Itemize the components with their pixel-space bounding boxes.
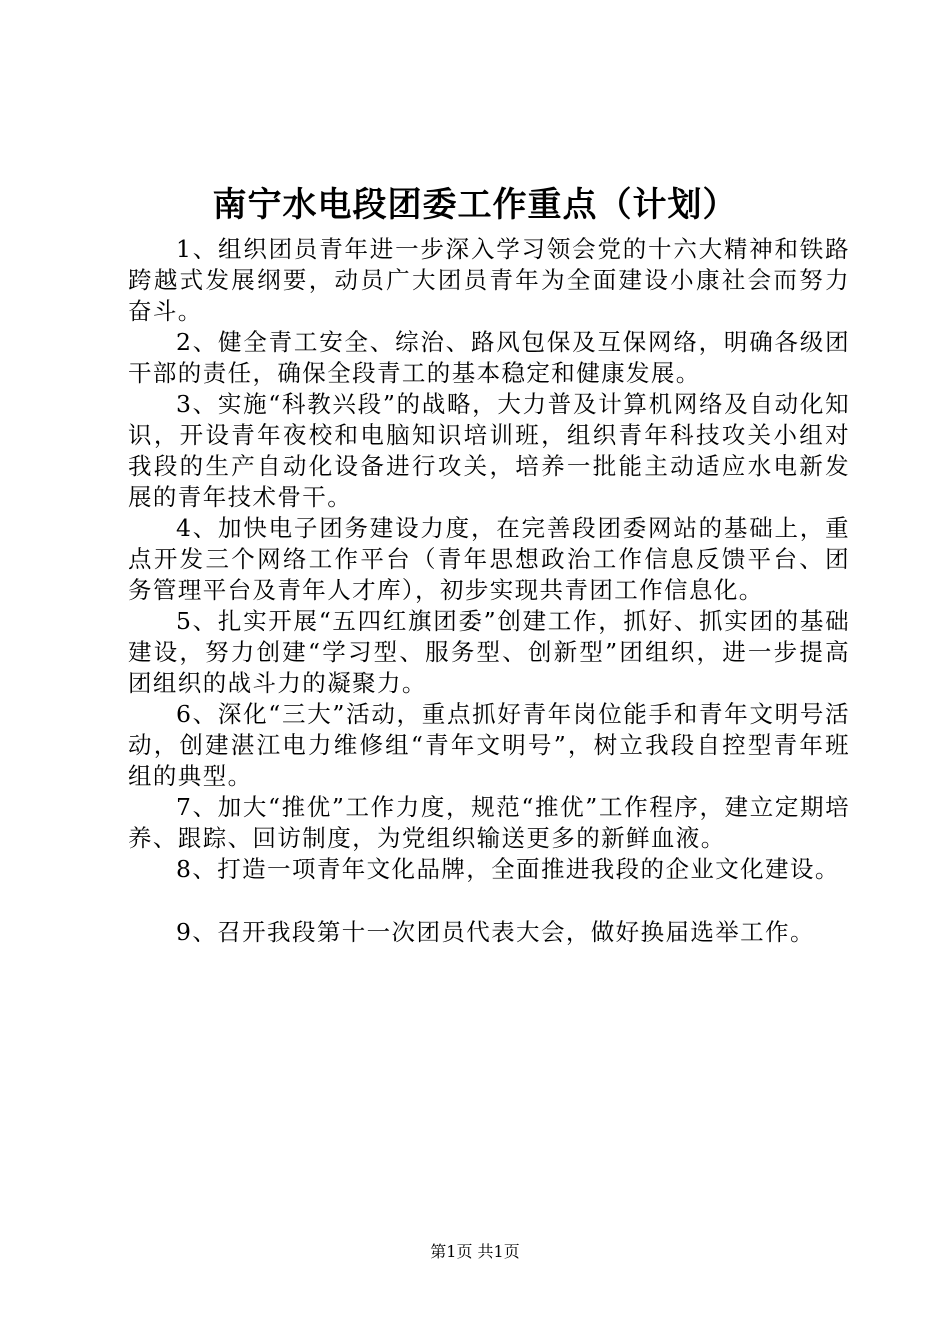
paragraph-8: 8、打造一项青年文化品牌，全面推进我段的企业文化建设。 xyxy=(176,855,840,883)
document-body xyxy=(128,234,850,948)
paragraph-2: 2、健全青工安全、综治、路风包保及互保网络，明确各级团干部的责任，确保全段青工的基本稳定和健康发展。 xyxy=(128,328,850,387)
paragraph-3: 3、实施“科教兴段”的战略，大力普及计算机网络及自动化知识，开设青年夜校和电脑知识培训班，组织青年科技攻关小组对我段的生产自动化设备进行攻关，培养一批能主动适应水电新发展的青年技术骨干。 xyxy=(128,390,850,511)
document-title: 南宁水电段团委工作重点（计划） xyxy=(212,185,738,225)
paragraph-5: 5、扎实开展“五四红旗团委”创建工作，抓好、抓实团的基础建设，努力创建“学习型、服务型、创新型”团组织，进一步提高团组织的战斗力的凝聚力。 xyxy=(128,607,850,697)
page-footer: 第1页 共1页 xyxy=(430,1242,520,1261)
paragraph-6: 6、深化“三大”活动，重点抓好青年岗位能手和青年文明号活动，创建湛江电力维修组“青年文明号”，树立我段自控型青年班组的典型。 xyxy=(128,700,850,790)
paragraph-9: 9、召开我段第十一次团员代表大会，做好换届选举工作。 xyxy=(176,918,815,946)
paragraph-4: 4、加快电子团务建设力度，在完善段团委网站的基础上，重点开发三个网络工作平台（青年思想政治工作信息反馈平台、团务管理平台及青年人才库），初步实现共青团工作信息化。 xyxy=(128,514,850,604)
paragraph-1: 1、组织团员青年进一步深入学习领会党的十六大精神和铁路跨越式发展纲要，动员广大团员青年为全面建设小康社会而努力奋斗。 xyxy=(128,235,850,325)
paragraph-7: 7、加大“推优”工作力度，规范“推优”工作程序，建立定期培养、跟踪、回访制度，为党组织输送更多的新鲜血液。 xyxy=(128,793,850,852)
